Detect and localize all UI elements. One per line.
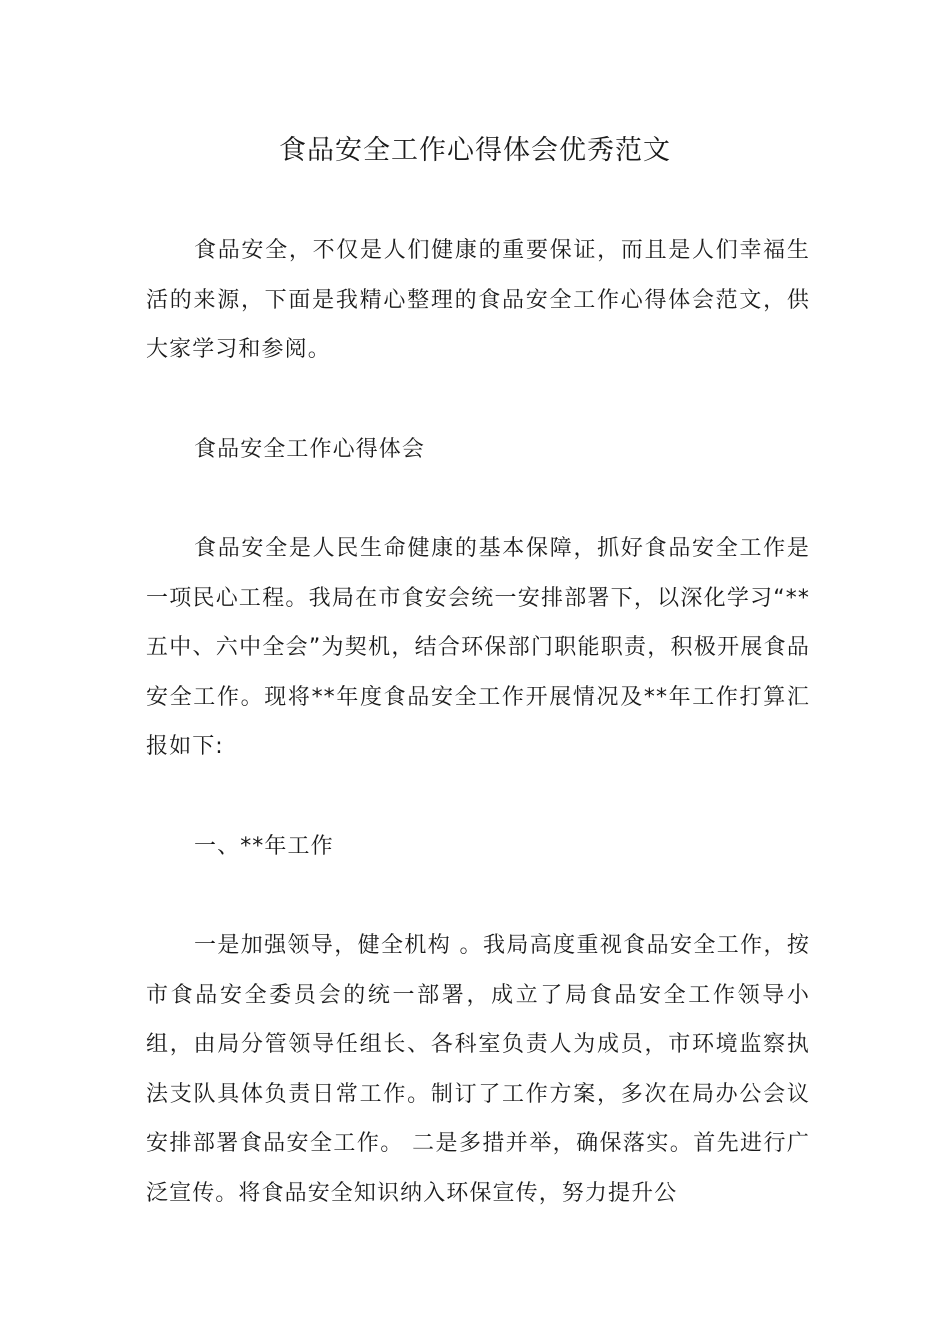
body-paragraph-2: 一是加强领导，健全机构 。我局高度重视食品安全工作，按市食品安全委员会的统一部署，成立了局食品安全工作领导小组，由局分管领导任组长、各科室负责人为成员，市环境监察执法支队具体负责日常工作。制订了工作方案，多次在局办公会议安排部署食品安全工作。 二是多措并举，确保落实。首先进行广泛宣传。将食品安全知识纳入环保宣传，努力提升公 bbox=[146, 933, 810, 1206]
intro-paragraph: 食品安全，不仅是人们健康的重要保证，而且是人们幸福生活的来源，下面是我精心整理的食品安全工作心得体会范文，供大家学习和参阅。 bbox=[146, 238, 810, 362]
body-paragraph-1: 食品安全是人民生命健康的基本保障，抓好食品安全工作是一项民心工程。我局在市食安会统一安排部署下，以深化学习“**五中、六中全会”为契机，结合环保部门职能职责，积极开展食品安全工作。现将**年度食品安全工作开展情况及**年工作打算汇报如下: bbox=[146, 536, 810, 759]
section-heading-1: 一、**年工作 bbox=[194, 834, 334, 859]
subtitle-heading: 食品安全工作心得体会 bbox=[194, 437, 426, 462]
document-title: 食品安全工作心得体会优秀范文 bbox=[279, 135, 671, 166]
